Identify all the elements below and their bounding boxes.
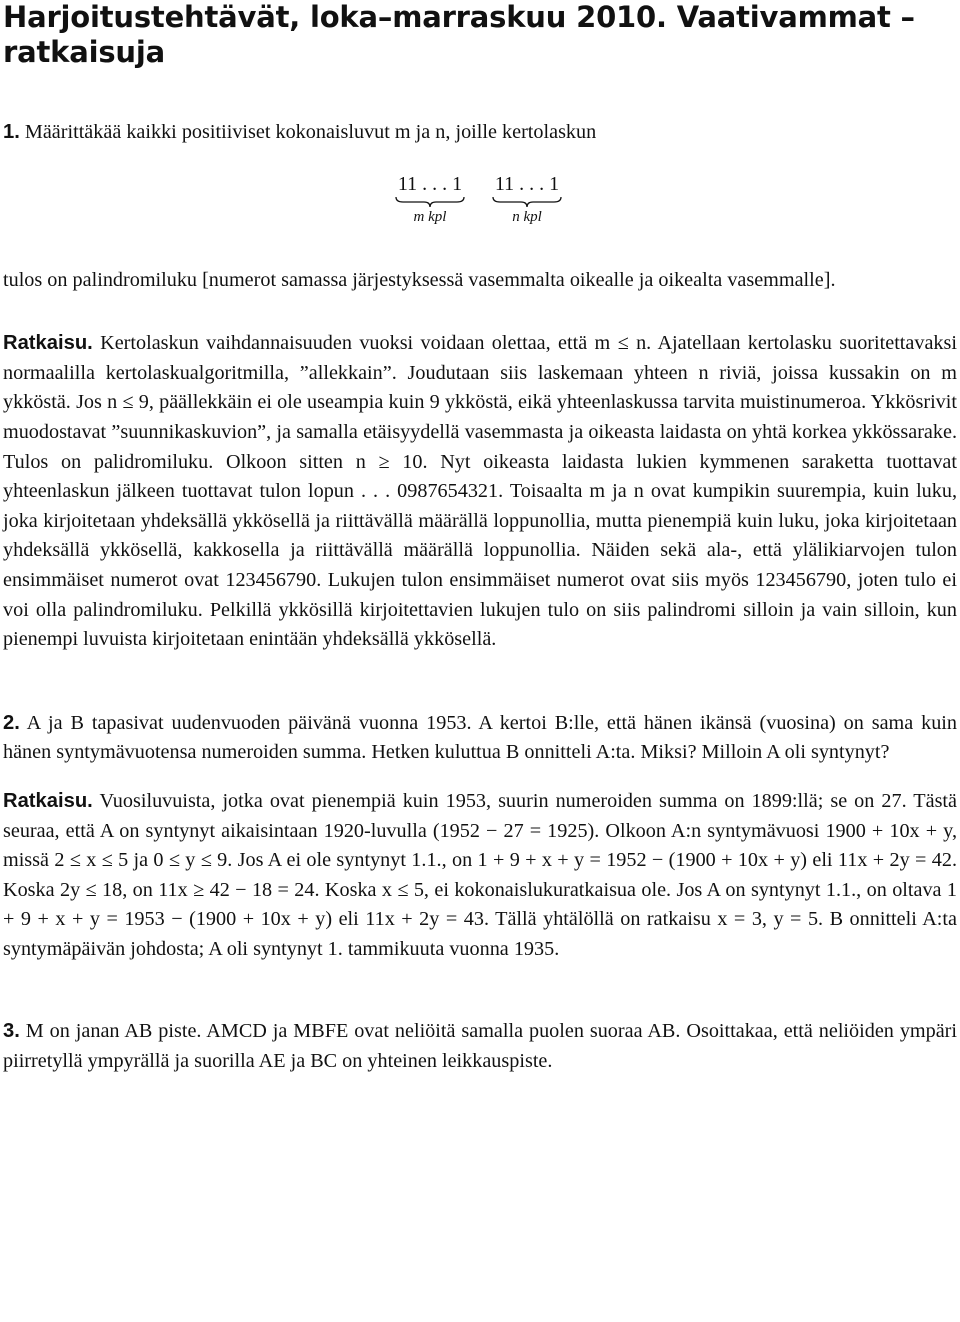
solution-2-text: Vuosiluvuista, jotka ovat pienempiä kuin 1953, suurin numeroiden summa on 1899:llä; se on 27. Tästä seuraa, että A on syntynyt aikaisintaan 1920-luvulla (1952 − 27 = 1925). Olkoon A:n syntymävuosi 1900 + 10x + y, missä 2 ≤ x ≤ 5 ja 0 ≤ y ≤ 9. Jos A ei ole syntynyt 1.1., on 1 + 9 + x + y = 1952 − (1900 + 10x + y) eli 11x + 2y = 42. Koska 2y ≤ 18, on 11x ≥ 42 − 18 = 24. Koska x ≤ 5, ei kokonaislukuratkaisua ole. Jos A on syntynyt 1.1., on oltava 1 + 9 + x + y = 1953 − (1900 + 10x + y) eli 11x + 2y = 43. Tällä yhtälöllä on ratkaisu x = 3, y = 5. B onnitteli A:ta syntymäpäivän johdosta; A oli syntynyt 1. tammikuuta vuonna 1935. [3, 789, 958, 960]
problem-2-statement [3, 709, 957, 768]
solution-1-text: Kertolaskun vaihdannaisuuden vuoksi voidaan olettaa, että m ≤ n. Ajatellaan kertolasku suoritettavaksi normaalilla kertolaskualgoritmilla, ”allekkain”. Joudutaan siis laskemaan yhteen n riviä, joissa kussakin on m ykköstä. Jos n ≤ 9, päällekkäin ei ole useampia kuin 9 ykköstä, eikä yhteenlaskussa tarvita muistinumeroa. Ykkösrivit muodostavat ”suunnikaskuvion”, ja samalla etäisyydellä vasemmasta ja oikeasta laidasta on yhtä korkea ykkössarake. Tulos on palidromiluku. Olkoon sitten n ≥ 10. Nyt oikeasta laidasta lukien kymmenen saraketta tuottavat yhteenlaskun jälkeen tuottavat tulon lopun . . . 0987654321. Toisaalta m ja n ovat kumpikin suurempia, kuin luku, joka kirjoitetaan yhdeksällä ykkösellä ja riittävällä määrällä loppunollia, mutta pienempiä kuin luku, joka kirjoitetaan yhdeksällä ykkösellä, kakkosella ja riittävällä määrällä loppunollia. Näiden sekä ala-, että ylälikiarvojen tulon ensimmäiset numerot ovat 123456790. Lukujen tulon ensimmäiset numerot ovat siis myös 123456790, joten tulo ei voi olla palindromiluku. Pelkillä ykkösillä kirjoitettavien lukujen tulo on siis palindromi silloin ja vain silloin, kun pienempi luvuista kirjoitetaan enintään yhdeksällä ykkösellä. [3, 332, 957, 651]
formula-left-group [391, 172, 469, 226]
underbrace-formula [3, 148, 957, 266]
problem-1-number: 1. [3, 121, 20, 143]
problem-1-text: Määrittäkää kaikki positiiviset kokonaisluvut m ja n, joille kertolaskun [24, 121, 597, 143]
formula-left-digits: 11 . . . 1 [397, 172, 463, 195]
formula-left-label: m kpl [413, 208, 447, 225]
formula-right-digits: 11 . . . 1 [494, 172, 560, 195]
formula-right-group [488, 172, 566, 226]
problem-1-solution [3, 329, 957, 655]
solution-2-label: Ratkaisu. [3, 789, 93, 812]
problem-2-number: 2. [3, 711, 20, 734]
underbrace-right-icon [492, 196, 562, 208]
page-title: Harjoitustehtävät, loka–marraskuu 2010. Vaativammat – ratkaisuja [3, 0, 915, 69]
document-page [3, 0, 957, 1077]
problem-3-statement [3, 1017, 957, 1076]
formula-right-label: n kpl [512, 208, 542, 225]
problem-3-number: 3. [3, 1020, 20, 1043]
problem-2-text: A ja B tapasivat uudenvuoden päivänä vuonna 1953. A kertoi B:lle, että hänen ikänsä (vuosina) on sama kuin hänen syntymävuotensa numeroiden summa. Hetken kuluttua B onnitteli A:ta. Miksi? Milloin A oli syntynyt? [3, 711, 957, 764]
problem-1-statement [3, 118, 957, 148]
solution-1-label: Ratkaisu. [3, 332, 93, 355]
problem-1-continuation: tulos on palindromiluku [numerot samassa järjestyksessä vasemmalta oikealle ja oikealta vasemmalle]. [3, 268, 836, 291]
problem-2-solution [3, 787, 957, 965]
underbrace-left-icon [395, 196, 465, 208]
problem-3-text: M on janan AB piste. AMCD ja MBFE ovat neliöitä samalla puolen suoraa AB. Osoittakaa, että neliöiden ympäri piirretyllä ympyrällä ja suorilla AE ja BC on yhteinen leikkauspiste. [3, 1020, 957, 1073]
